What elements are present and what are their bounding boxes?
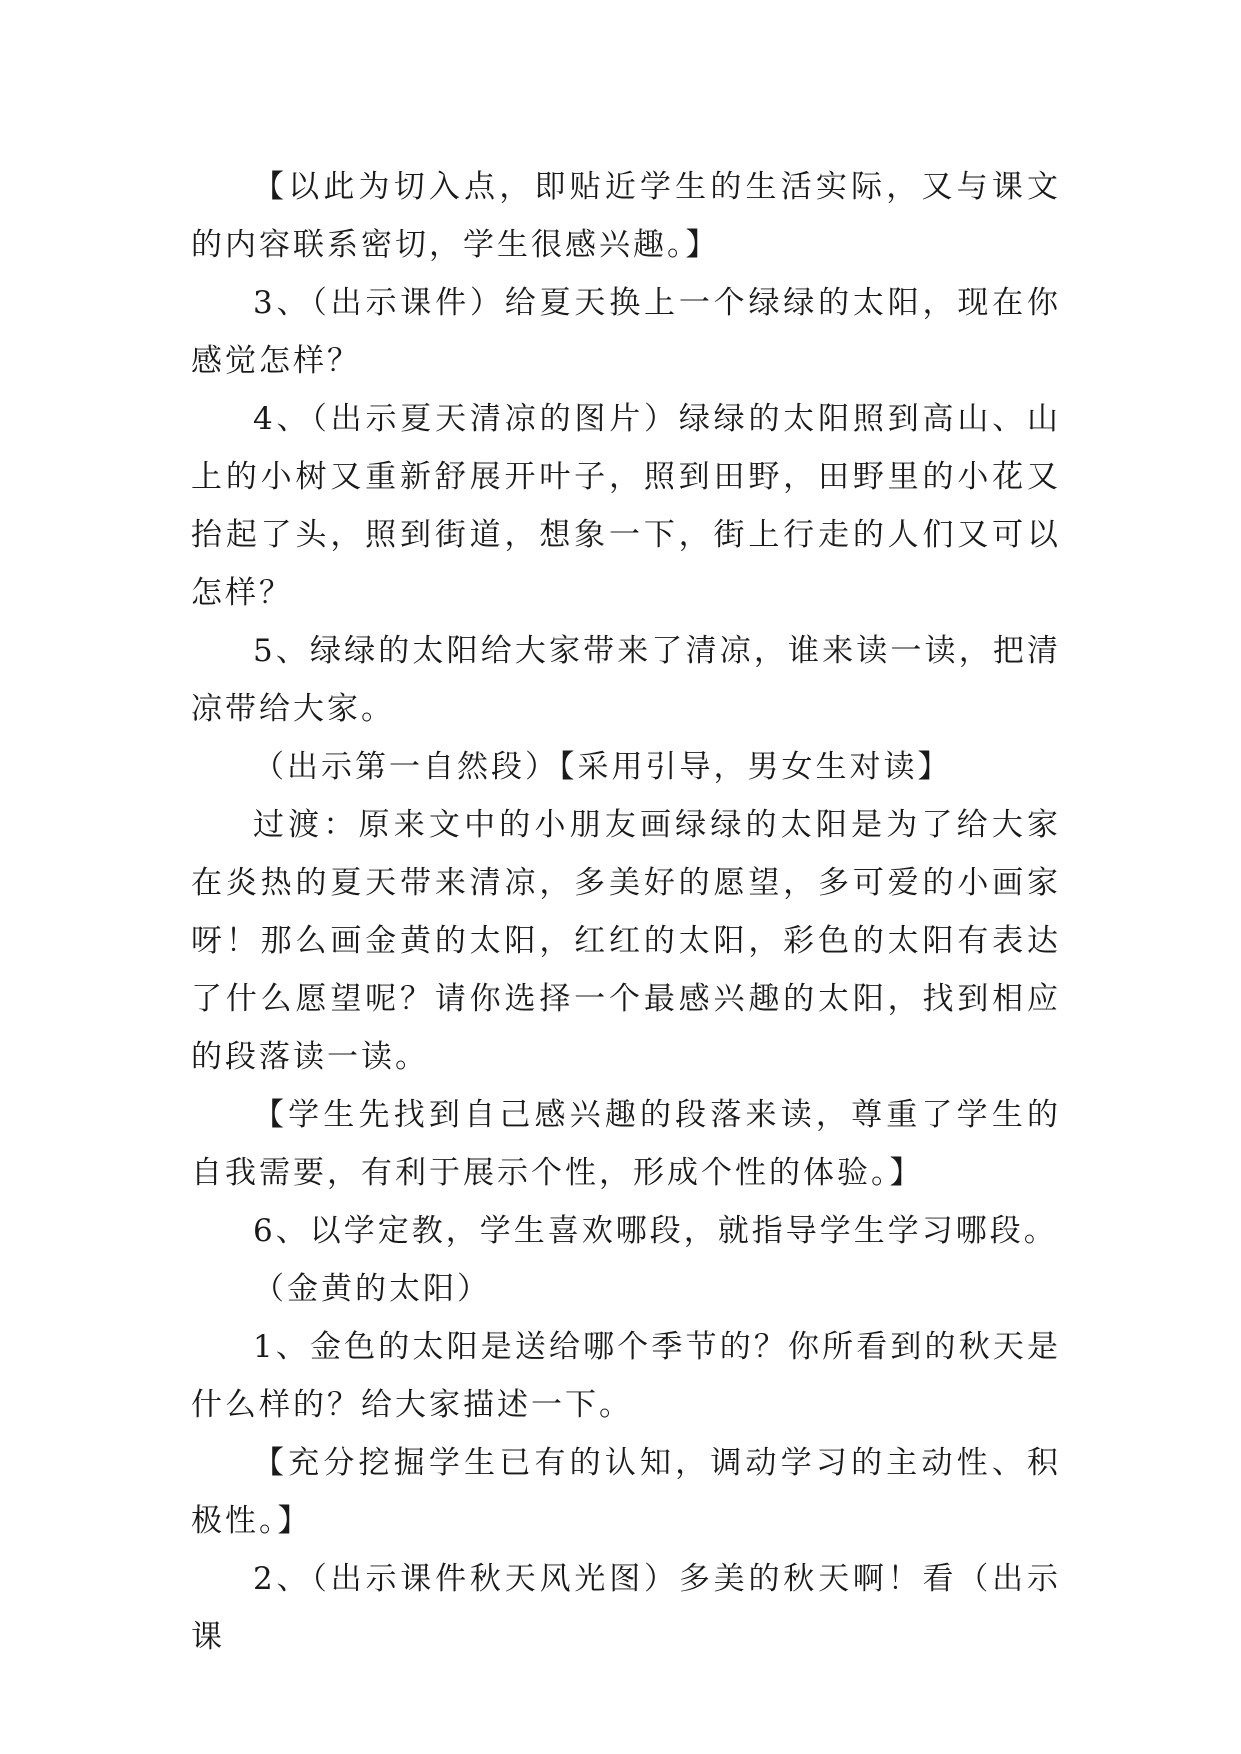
paragraph-show-first-section: （出示第一自然段）【采用引导，男女生对读】	[253, 749, 952, 785]
paragraph-step-6: 6、以学定教，学生喜欢哪段，就指导学生学习哪段。	[253, 1213, 1058, 1249]
paragraph-note-interest: 【学生先找到自己感兴趣的段落来读，尊重了学生的自我需要，有利于展示个性，形成个性的体验。】	[191, 1097, 1061, 1191]
paragraph-step-5: 5、绿绿的太阳给大家带来了清凉，谁来读一读，把清凉带给大家。	[191, 633, 1061, 727]
paragraph-golden-step-1: 1、金色的太阳是送给哪个季节的？你所看到的秋天是什么样的？给大家描述一下。	[191, 1329, 1061, 1423]
paragraph-golden-sun-heading: （金黄的太阳）	[253, 1271, 491, 1307]
paragraph-step-3: 3、（出示课件）给夏天换上一个绿绿的太阳，现在你感觉怎样？	[191, 285, 1061, 379]
paragraph-note-intro: 【以此为切入点，即贴近学生的生活实际，又与课文的内容联系密切，学生很感兴趣。】	[191, 169, 1061, 263]
paragraph-note-cognition: 【充分挖掘学生已有的认知，调动学习的主动性、积极性。】	[191, 1445, 1061, 1539]
document-body	[191, 158, 1061, 1666]
paragraph-step-4: 4、（出示夏天清凉的图片）绿绿的太阳照到高山、山上的小树又重新舒展开叶子，照到田野，田野里的小花又抬起了头，照到街道，想象一下，街上行走的人们又可以怎样？	[191, 401, 1061, 611]
paragraph-golden-step-2: 2、（出示课件秋天风光图）多美的秋天啊！看（出示课	[191, 1561, 1061, 1655]
paragraph-transition: 过渡：原来文中的小朋友画绿绿的太阳是为了给大家在炎热的夏天带来清凉，多美好的愿望，多可爱的小画家呀！那么画金黄的太阳，红红的太阳，彩色的太阳有表达了什么愿望呢？请你选择一个最感兴趣的太阳，找到相应的段落读一读。	[191, 807, 1061, 1075]
